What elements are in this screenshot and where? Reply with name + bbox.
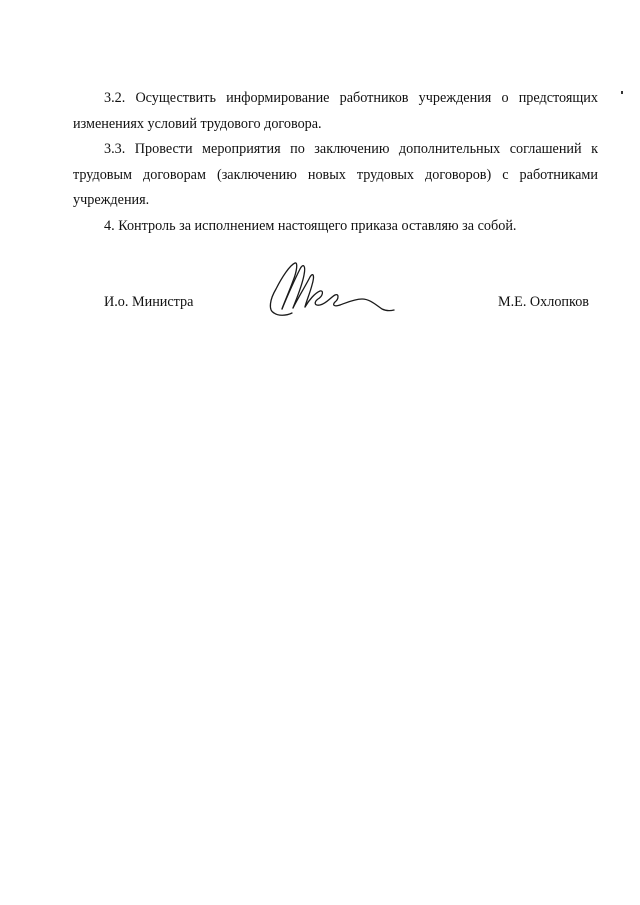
- signatory-name: М.Е. Охлопков: [498, 294, 589, 310]
- handwritten-signature: [262, 255, 397, 325]
- scan-artifact: [621, 91, 623, 94]
- paragraph-3-3: 3.3. Провести мероприятия по заключению дополнительных соглашений к трудовым договорам (заключению новых трудовых договоров) с работниками учреждения.: [73, 141, 598, 208]
- signature-block: [0, 255, 640, 330]
- paragraph-3-2: 3.2. Осуществить информирование работников учреждения о предстоящих изменениях условий трудового договора.: [73, 90, 598, 132]
- paragraph-4: 4. Контроль за исполнением настоящего приказа оставляю за собой.: [104, 217, 517, 234]
- signatory-title: И.о. Министра: [104, 294, 194, 310]
- document-body: [73, 86, 598, 239]
